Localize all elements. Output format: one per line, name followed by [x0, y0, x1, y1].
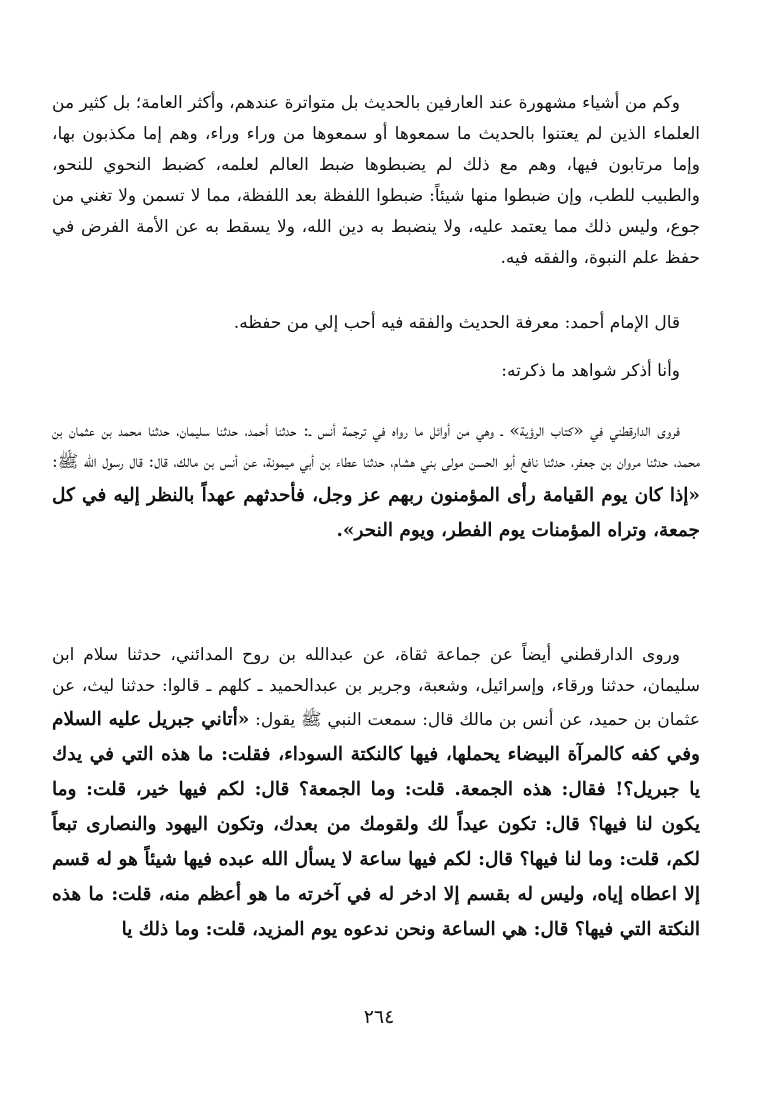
second-narration-chain: وروى الدارقطني أيضاً عن جماعة ثقاة، عن عبدالله بن روح المدائني، حدثنا سلام ابن سليمان، حدثنا ورقاء، وإسرائيل، وشعبة، وجرير بن عبدالحميد ـ كلهم ـ قالوا: حدثنا ليث، عن عثمان بن حميد، عن أنس بن مالك قال: سمعت النبي ﷺ يقول: [52, 645, 700, 730]
second-narration-paragraph [52, 640, 700, 947]
first-narration-chain: فروى الدارقطني في «كتاب الرؤية» ـ وهي من أوائل ما رواه في ترجمة أنس ـ: حدثنا أحمد، حدثنا سليمان، حدثنا محمد بن عثمان بن محمد، حدثنا مروان بن جعفر، حدثنا نافع أبو الحسن مولى بني هشام، حدثنا عطاء بن أبي ميمونة، عن أنس بن مالك، قال: قال رسول الله ﷺ: [52, 421, 701, 472]
ahmad-quote-paragraph [52, 308, 700, 339]
ahmad-quote-text: قال الإمام أحمد: معرفة الحديث والفقه فيه أحب إلي من حفظه. [233, 313, 680, 333]
transition-paragraph [52, 356, 700, 387]
first-narration-paragraph [52, 416, 700, 548]
first-narration-hadith: «إذا كان يوم القيامة رأى المؤمنون ربهم عز وجل، فأحدثهم عهداً بالنظر إليه في كل جمعة، وتراه المؤمنات يوم الفطر، ويوم النحر». [52, 485, 700, 541]
transition-text: وأنا أذكر شواهد ما ذكرته: [501, 361, 680, 381]
intro-paragraph [52, 88, 700, 274]
intro-text: وكم من أشياء مشهورة عند العارفين بالحديث بل متواترة عندهم، وأكثر العامة؛ بل كثير من العلماء الذين لم يعتنوا بالحديث ما سمعوها أو سمعوها من وراء وراء، وهم إما مكذبون بها، وإما مرتابون فيها، وهم مع ذلك لم يضبطوها ضبط العالم لعلمه، كضبط النحوي للنحو، والطبيب للطب، وإن ضبطوا منها شيئاً: ضبطوا اللفظة بعد اللفظة، مما لا تسمن ولا تغني من جوع، وليس ذلك مما يعتمد عليه، ولا ينضبط به دين الله، ولا يسقط به عن الأمة الفرض في حفظ علم النبوة، والفقه فيه. [52, 93, 700, 268]
second-narration-hadith: «أتاني جبريل عليه السلام وفي كفه كالمرآة البيضاء يحملها، فيها كالنكتة السوداء، فقلت: ما هذه التي في يدك يا جبريل؟! فقال: هذه الجمعة. قلت: وما الجمعة؟ قال: لكم فيها خير، قلت: وما يكون لنا فيها؟ قال: تكون عيداً لك ولقومك من بعدك، وتكون اليهود والنصارى تبعاً لكم، قلت: وما لنا فيها؟ قال: لكم فيها ساعة لا يسأل الله عبده فيها شيئاً هو له قسم إلا اعطاه إياه، وليس له بقسم إلا ادخر له في آخرته ما هو أعظم منه، قلت: ما هذه النكتة التي فيها؟ قال: هي الساعة ونحن ندعوه يوم المزيد، قلت: وما ذلك يا [52, 709, 700, 940]
page-number: ٢٦٤ [363, 1006, 395, 1028]
first-narration [52, 416, 700, 548]
second-narration [52, 640, 700, 947]
